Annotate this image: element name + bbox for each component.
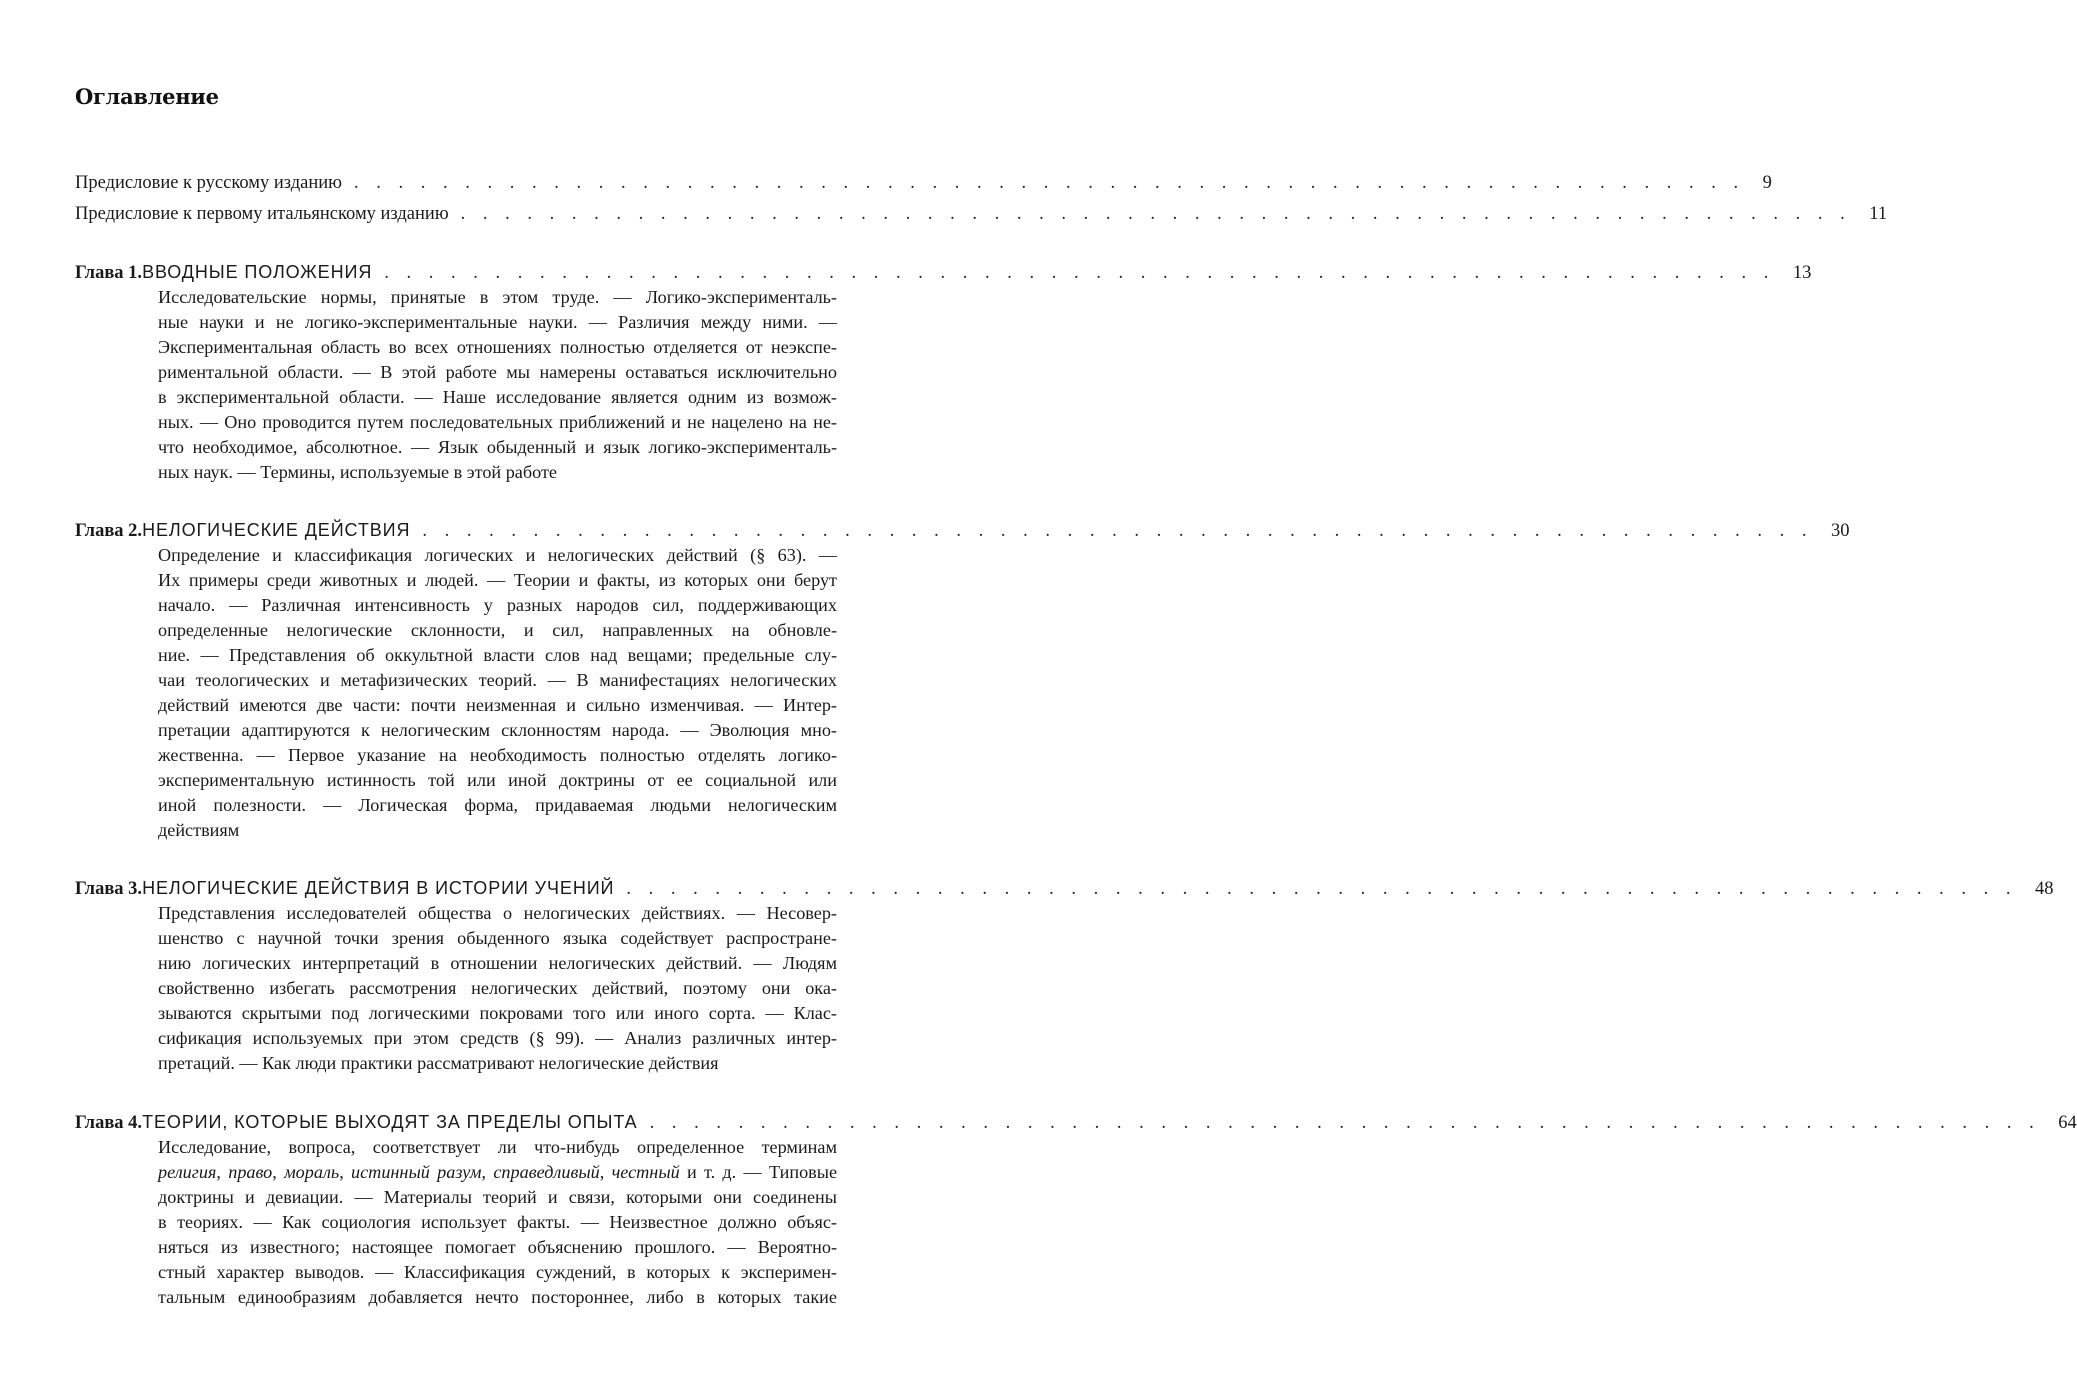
chapter-label: Глава 4. (75, 1113, 143, 1133)
description-line: стный характер выводов. — Классификация суждений, в которых к эксперимен- (158, 1262, 837, 1282)
chapter-title: ВВОДНЫЕ ПОЛОЖЕНИЯ (142, 262, 373, 282)
chapter-heading[interactable] (75, 517, 1850, 543)
toc-chapter-2 (75, 517, 1850, 843)
chapter-heading[interactable] (75, 259, 1812, 285)
chapter-description (158, 285, 837, 485)
term-tail: и т. д. — Типовые (679, 1162, 838, 1182)
description-line: ных. — Оно проводится путем последовательных приближений и не нацелено на не- (158, 412, 837, 432)
chapter-title: ТЕОРИИ, КОТОРЫЕ ВЫХОДЯТ ЗА ПРЕДЕЛЫ ОПЫТА (142, 1112, 638, 1132)
description-line: сификация используемых при этом средств (§ 99). — Анализ различных интер- (158, 1028, 837, 1048)
dot-leader: . . . . . . . . . . . . . . . . . . . . . . . . . . . . . . . . . . . . . . . . . . . . . . . . . . . . . . . . . . . . . . . (354, 173, 1745, 193)
chapter-title: НЕЛОГИЧЕСКИЕ ДЕЙСТВИЯ В ИСТОРИИ УЧЕНИЙ (142, 878, 615, 898)
description-line: тальным единообразиям добавляется нечто постороннее, либо в которых такие (158, 1287, 837, 1307)
description-line: Исследование, вопроса, соответствует ли что-нибудь определенное терминам (158, 1137, 837, 1157)
term: честный (611, 1162, 680, 1182)
term: религия (158, 1162, 217, 1182)
description-line: действиям (158, 820, 240, 840)
description-line: начало. — Различная интенсивность у разных народов сил, поддерживающих (158, 595, 837, 615)
description-line: Представления исследователей общества о нелогических действиях. — Несовер- (158, 903, 837, 923)
toc-chapter-1 (75, 259, 1812, 485)
description-line: Определение и классификация логических и нелогических действий (§ 63). — (158, 545, 837, 565)
description-line: свойственно избегать рассмотрения нелогических действий, поэтому они ока- (158, 978, 837, 998)
description-line: риментальной области. — В этой работе мы намерены оставаться исключительно (158, 362, 837, 382)
description-line: доктрины и девиации. — Материалы теорий и связи, которыми они соединены (158, 1187, 837, 1207)
description-line: шенство с научной точки зрения обыденного языка содействует распростране- (158, 928, 837, 948)
term: мораль (284, 1162, 340, 1182)
chapter-label: Глава 1. (75, 263, 143, 283)
term: справедливый (493, 1162, 600, 1182)
description-line: иной полезности. — Логическая форма, придаваемая людьми нелогическим (158, 795, 837, 815)
description-line: экспериментальную истинность той или иной доктрины от ее социальной или (158, 770, 837, 790)
chapter-description (158, 1135, 837, 1310)
description-line: Исследовательские нормы, принятые в этом труде. — Логико-эксперименталь- (158, 287, 837, 307)
term: право (228, 1162, 273, 1182)
toc-entry-title: Предисловие к первому итальянскому изданию (75, 204, 449, 224)
dot-leader: . . . . . . . . . . . . . . . . . . . . . . . . . . . . . . . . . . . . . . . . . . . . . . . . . . . . . . . . . . . . . . . (649, 1113, 2041, 1133)
dot-leader: . . . . . . . . . . . . . . . . . . . . . . . . . . . . . . . . . . . . . . . . . . . . . . . . . . . . . . . . . . . . . . . (460, 204, 1852, 224)
chapter-heading[interactable] (75, 1109, 2077, 1135)
chapter-title: НЕЛОГИЧЕСКИЕ ДЕЙСТВИЯ (142, 520, 411, 540)
description-line: что необходимое, абсолютное. — Язык обыденный и язык логико-эксперименталь- (158, 437, 837, 457)
term: истинный разум (351, 1162, 482, 1182)
description-line: в экспериментальной области. — Наше исследование является одним из возмож- (158, 387, 837, 407)
description-line: ние. — Представления об оккультной власти слов над вещами; предельные слу- (158, 645, 837, 665)
description-line: определенные нелогические склонности, и сил, направленных на обновле- (158, 620, 837, 640)
chapter-label: Глава 3. (75, 879, 143, 899)
description-line: жественна. — Первое указание на необходимость полностью отделять логико- (158, 745, 837, 765)
page-title: Оглавление (75, 84, 219, 109)
chapter-heading[interactable] (75, 875, 2054, 901)
chapter-description (158, 543, 837, 843)
chapter-page: 30 (1831, 521, 1850, 541)
chapter-page: 48 (2035, 879, 2054, 899)
description-line: претаций. — Как люди практики рассматривают нелогические действия (158, 1053, 719, 1073)
description-line-italic-terms: религия, право, мораль, истинный разум, справедливый, честный и т. д. — Типовые (158, 1162, 838, 1182)
chapter-description (158, 901, 837, 1076)
toc-entry-page: 9 (1762, 173, 1772, 193)
dot-leader: . . . . . . . . . . . . . . . . . . . . . . . . . . . . . . . . . . . . . . . . . . . . . . . . . . . . . . . . . . . . . . . (384, 263, 1775, 283)
chapter-page: 13 (1792, 263, 1812, 283)
description-line: действий имеются две части: почти неизменная и сильно изменчивая. — Интер- (158, 695, 837, 715)
description-line: няться из известного; настоящее помогает объяснению прошлого. — Вероятно- (158, 1237, 837, 1257)
toc-entry-preface-italian[interactable] (75, 201, 1888, 227)
toc-chapter-3 (75, 875, 2054, 1076)
description-line: зываются скрытыми под логическими покровами того или иного сорта. — Клас- (158, 1003, 837, 1023)
toc-entry-title: Предисловие к русскому изданию (75, 173, 342, 193)
chapter-label: Глава 2. (75, 521, 143, 541)
description-line: Экспериментальная область во всех отношениях полностью отделяется от неэкспе- (158, 337, 837, 357)
dot-leader: . . . . . . . . . . . . . . . . . . . . . . . . . . . . . . . . . . . . . . . . . . . . . . . . . . . . . . . . . . . . . . . (626, 879, 2018, 899)
description-line: ных наук. — Термины, используемые в этой работе (158, 462, 557, 482)
chapter-page: 64 (2058, 1113, 2077, 1133)
description-line: чаи теологических и метафизических теорий. — В манифестациях нелогических (158, 670, 837, 690)
toc-entry-preface-russian[interactable] (75, 170, 1772, 196)
description-line: ные науки и не логико-экспериментальные науки. — Различия между ними. — (158, 312, 837, 332)
description-line: в теориях. — Как социология использует факты. — Неизвестное должно объяс- (158, 1212, 837, 1232)
toc-entry-page: 11 (1869, 204, 1888, 224)
description-line: нию логических интерпретаций в отношении нелогических действий. — Людям (158, 953, 837, 973)
dot-leader: . . . . . . . . . . . . . . . . . . . . . . . . . . . . . . . . . . . . . . . . . . . . . . . . . . . . . . . . . . . . . . . (422, 521, 1813, 541)
description-line: претации адаптируются к нелогическим склонностям народа. — Эволюция мно- (158, 720, 837, 740)
toc-chapter-4 (75, 1109, 2077, 1310)
description-line: Их примеры среди животных и людей. — Теории и факты, из которых они берут (158, 570, 837, 590)
